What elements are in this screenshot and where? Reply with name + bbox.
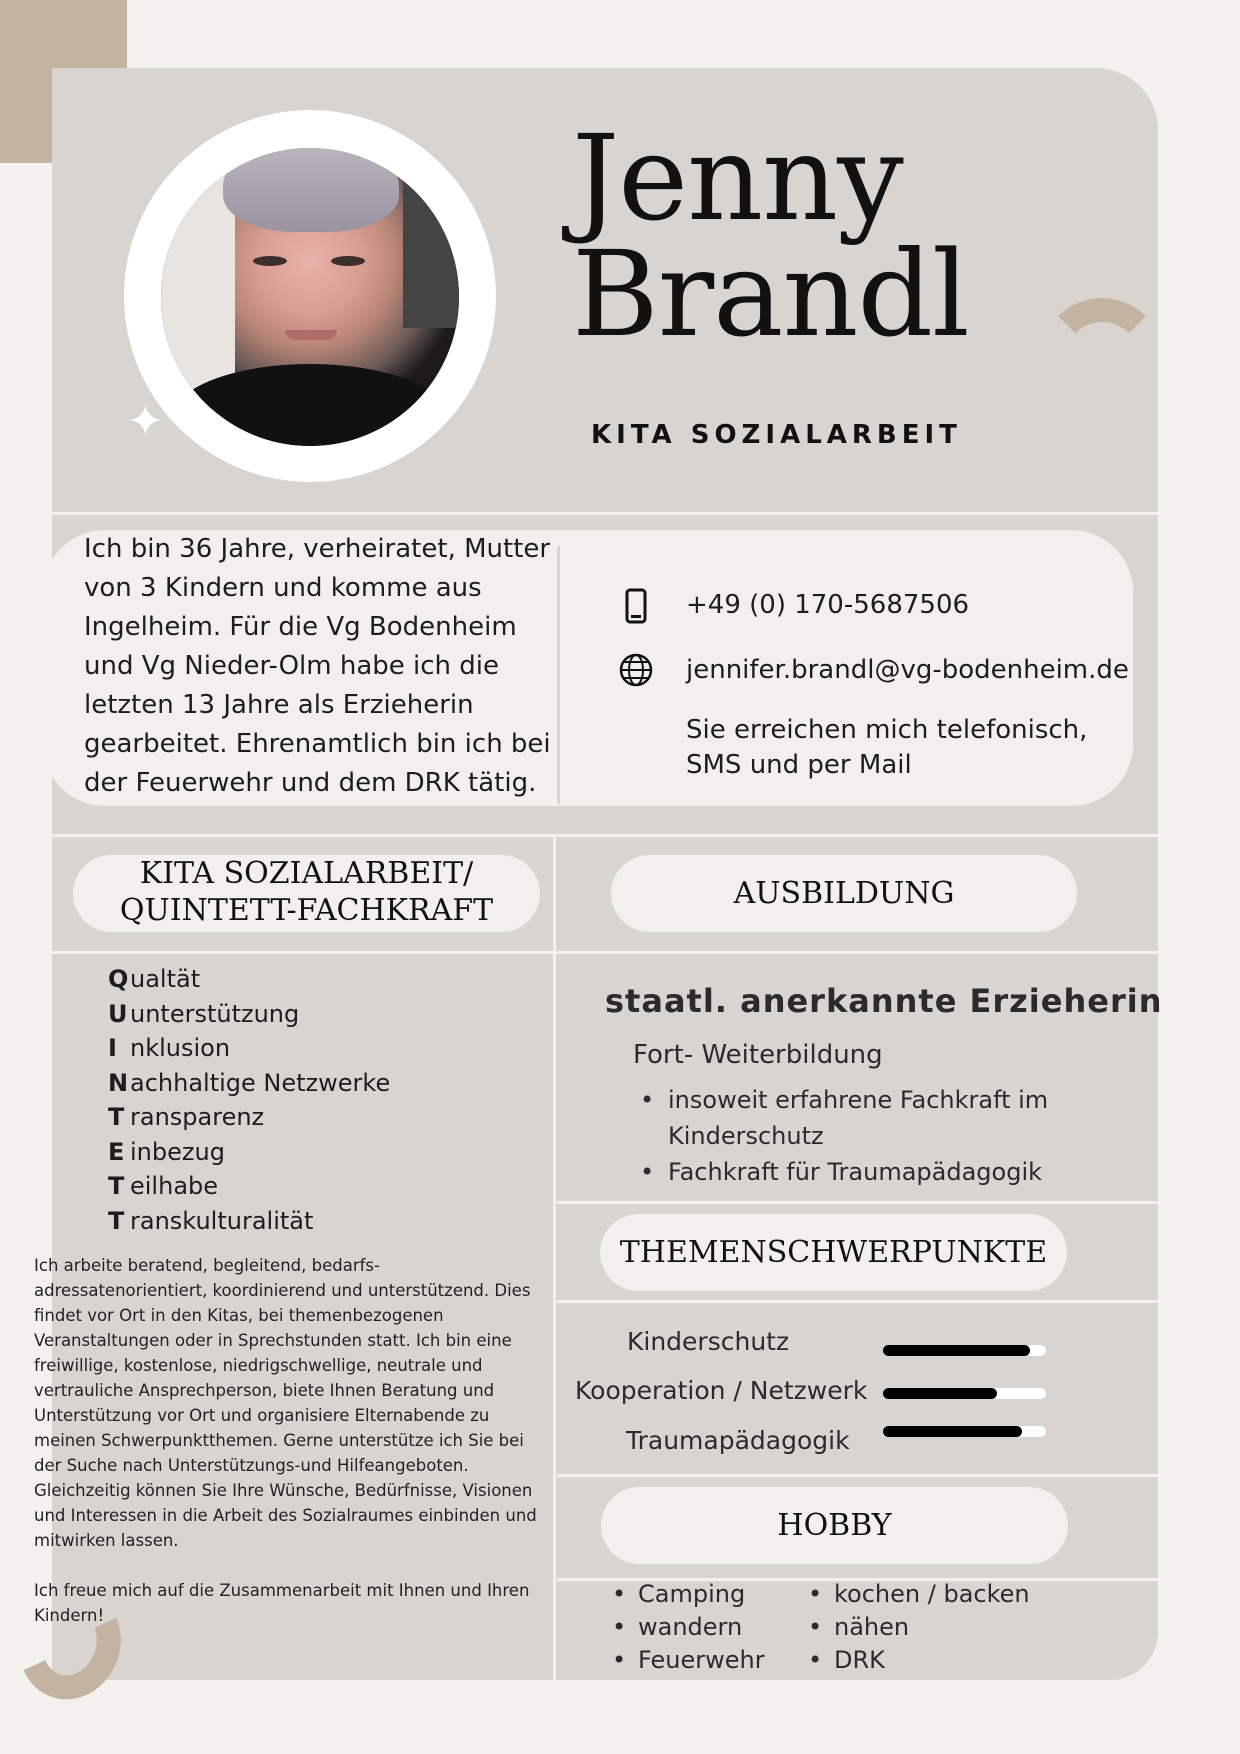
globe-icon [618,652,654,688]
skill-bar [883,1426,1046,1437]
contact-note: Sie erreichen mich telefonisch, SMS und per Mail [686,715,1088,780]
quintett-item: U unterstützung [108,999,300,1028]
divider [557,1300,1160,1303]
divider [557,1201,1160,1204]
skill-bar [883,1345,1046,1356]
description [34,1253,544,1653]
section-heading-focus: THEMENSCHWERPUNKTE [600,1214,1067,1291]
quintett-item: E inbezug [108,1137,225,1166]
section-heading-hobby: HOBBY [601,1487,1068,1564]
hobby-list [808,1578,1030,1677]
education-subtitle: Fort- Weiterbildung [633,1040,883,1070]
intro-divider [557,546,560,804]
divider [557,1474,1160,1477]
person-name [572,109,1052,363]
profile-photo [161,148,459,446]
quintett-item: T ranskulturalität [108,1206,314,1235]
list-item: • nähen [808,1613,910,1641]
list-item: • Feuerwehr [612,1646,765,1674]
quintett-item: Q ualtät [108,965,201,993]
sparkle-icon: ✦ [127,396,164,447]
last-name: Brandl [572,225,969,363]
quintett-item: T ransparenz [108,1103,265,1131]
intro-text: Ich bin 36 Jahre, verheiratet, Mutter von 3 Kindern und komme aus Ingelheim. Für die Vg Bodenheim und Vg Nieder-Olm habe ich die letzten 13 Jahre als Erzieherin gearbeitet. Ehrenamtlich bin ich bei der Feuerwehr und dem DRK tätig. [84,534,551,798]
email-link[interactable]: jennifer.brandl@vg-bodenheim.de [686,655,1129,685]
description-paragraph: Ich freue mich auf die Zusammenarbeit mit Ihnen und Ihren Kindern! [34,1581,530,1625]
skill-label: Kinderschutz [627,1327,790,1356]
quintett-item: T eilhabe [108,1172,219,1200]
quintett-item: N achhaltige Netzwerke [108,1068,391,1097]
hobby-list [612,1578,765,1677]
skill-bar-fill [883,1388,997,1399]
description-paragraph: Ich arbeite beratend, begleitend, bedarfs-adressatenorientiert, koordinierend und unterstützend. Dies findet vor Ort in den Kitas, bei themenbezogenen Veranstaltungen oder in Sprechstunden statt. Ich bin eine freiwillige, kostenlose, niedrigschwellige, neutrale und vertrauliche Ansprechperson, biete Ihnen Beratung und Unterstützung vor Ort und organisiere Elternabende zu meinen Schwerpunktthemen. Gerne unterstütze ich Sie bei der Suche nach Unterstützungs-und Hilfeangeboten. Gleichzeitig können Sie Ihre Wünsche, Bedürfnisse, Visionen und Interessen in die Arbeit des Sozialraumes einbinden und mitwirken lassen. [34,1256,537,1550]
list-item: • wandern [612,1613,743,1641]
arc-decoration [1040,298,1164,422]
first-name: Jenny [572,109,903,247]
skill-bar-fill [883,1345,1030,1356]
quintett-item: I nklusion [108,1034,231,1062]
divider [52,834,1160,837]
skill-bar [883,1388,1046,1399]
heading-line: KITA SOZIALARBEIT/ [139,856,474,891]
list-item: • DRK [808,1646,885,1674]
list-item: • Fachkraft für Traumapädagogik [640,1158,1043,1186]
list-item: • insoweit erfahrene Fachkraft im Kinderschutz [640,1086,1049,1150]
column-divider [553,834,556,1680]
phone-icon [618,588,654,624]
list-item: • Camping [612,1580,746,1608]
list-item: • kochen / backen [808,1580,1030,1608]
role-title: KITA SOZIALARBEIT [591,420,962,450]
section-heading-education: AUSBILDUNG [611,855,1077,932]
quintett-list [108,962,390,1238]
skill-label: Kooperation / Netzwerk [575,1376,868,1405]
divider [52,951,1160,954]
education-list [640,1082,1080,1190]
education-title: staatl. anerkannte Erzieherin [605,982,1163,1020]
skill-label: Traumapädagogik [626,1426,850,1455]
heading-line: QUINTETT-FACHKRAFT [119,893,494,928]
phone-link[interactable]: +49 (0) 170-5687506 [686,590,970,620]
divider [52,512,1160,515]
section-heading-quintett [73,855,540,932]
skill-bar-fill [883,1426,1022,1437]
